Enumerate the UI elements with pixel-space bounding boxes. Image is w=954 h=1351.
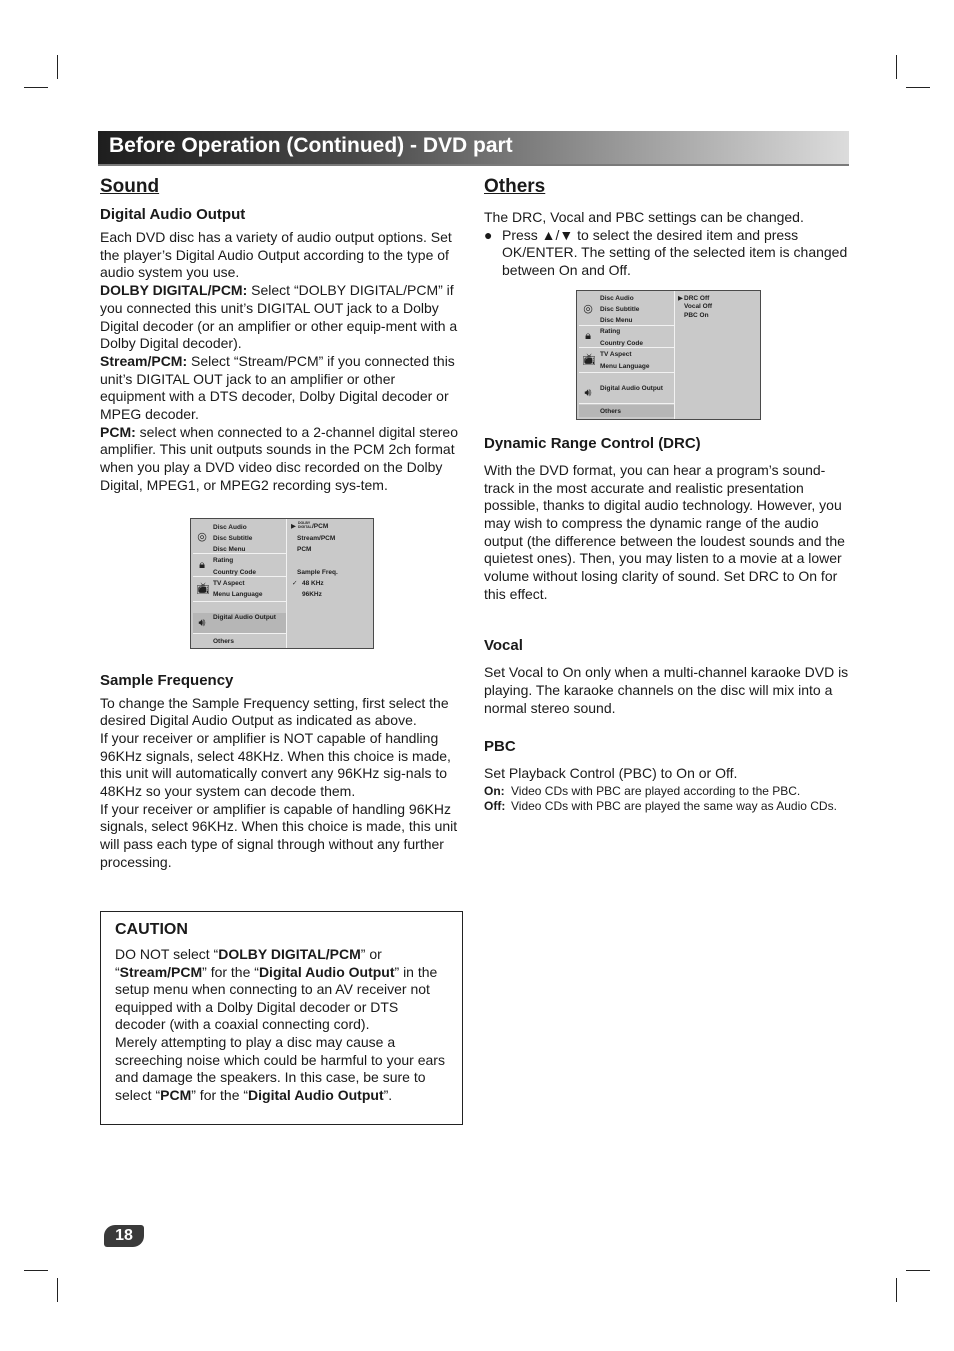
vocal-heading: Vocal: [484, 637, 523, 655]
others-heading: Others: [484, 176, 546, 197]
dolby-logo-line1: DOLBY: [298, 520, 311, 525]
menu-item-rating: Rating: [600, 327, 621, 335]
digital-audio-intro: Each DVD disc has a variety of audio output options. Set the player’s Digital Audio Output according to the type of audio system you use.: [100, 229, 452, 281]
caution-bold: Digital Audio Output: [258, 963, 395, 980]
pbc-on-text: Video CDs with PBC are played according to the PBC.: [511, 784, 801, 799]
disc-icon: ◎: [583, 302, 593, 315]
menu-arrow: ▶: [678, 294, 683, 302]
option-vocal: Vocal Off: [684, 302, 713, 310]
caution-text: ”.: [383, 1086, 393, 1103]
caution-heading: CAUTION: [115, 921, 188, 938]
stream-label: Stream/PCM:: [100, 352, 188, 369]
menu-item-disc-subtitle: Disc Subtitle: [600, 305, 640, 313]
crop-mark: [906, 87, 930, 88]
digital-audio-output-heading: Digital Audio Output: [100, 206, 246, 223]
menu-arrow: ▶: [291, 522, 296, 530]
caution-text: Merely attempting to play a disc may cause a screeching noise which could be harmful to your ears and damage the speakers. In this case, be sure to select “: [115, 1033, 445, 1103]
menu-item-menu-language: Menu Language: [600, 362, 650, 370]
caution-text: ” for the “: [202, 963, 259, 980]
speaker-icon: 🔊︎: [198, 616, 206, 629]
menu-item-digital-audio-output: Digital Audio Output: [213, 613, 276, 621]
pbc-heading: PBC: [484, 737, 516, 755]
menu-item-menu-language: Menu Language: [213, 590, 263, 598]
pbc-off-label: Off:: [484, 799, 506, 814]
menu-item-tv-aspect: TV Aspect: [213, 579, 245, 587]
option-drc: DRC Off: [684, 294, 710, 302]
crop-mark: [896, 55, 897, 79]
crop-mark: [24, 1270, 48, 1271]
menu-item-country-code: Country Code: [600, 339, 643, 347]
caution-bold: DOLBY DIGITAL/PCM: [218, 946, 361, 962]
caution-text: DO NOT select “: [115, 946, 219, 962]
caution-paragraph-1: [115, 946, 448, 1034]
vocal-text: Set Vocal to On only when a multi-channel karaoke DVD is playing. The karaoke channels on the disc will mix into a normal stereo sound.: [484, 664, 849, 716]
caution-bold: Digital Audio Output: [248, 1086, 384, 1103]
dolby-logo-line2: DIGITAL: [298, 524, 312, 529]
menu-item-tv-aspect: TV Aspect: [600, 350, 632, 358]
menu-item-disc-audio: Disc Audio: [213, 523, 247, 531]
menu-item-disc-menu: Disc Menu: [213, 545, 246, 553]
setup-menu-others: [576, 290, 761, 420]
sound-column: [100, 175, 464, 872]
drc-heading: Dynamic Range Control (DRC): [484, 434, 701, 452]
speaker-icon: 🔊︎: [584, 386, 592, 399]
menu-left-panel: [577, 291, 675, 419]
sound-heading: Sound: [100, 176, 160, 197]
caution-text: ” for the “: [191, 1086, 249, 1103]
menu-item-others: Others: [213, 637, 234, 645]
menu-item-disc-audio: Disc Audio: [600, 294, 634, 302]
crop-mark: [896, 1278, 897, 1302]
menu-item-disc-menu: Disc Menu: [600, 316, 633, 324]
menu-group-others-selected: [579, 405, 674, 417]
page-number: 18: [104, 1225, 144, 1247]
sample-frequency-p2: If your receiver or amplifier is NOT capable of handling 96KHz signals, select 48KHz. When this choice is made, this unit will automatically convert any 96KHz sig-nals to 48KHz so your system can decode them.: [100, 729, 451, 800]
crop-mark: [906, 1270, 930, 1271]
menu-item-others: Others: [600, 407, 621, 415]
option-pcm: PCM: [297, 545, 312, 553]
menu-item-digital-audio-output: Digital Audio Output: [600, 384, 663, 392]
pbc-off-definition: [484, 799, 850, 814]
bullet-text: Press ▲/▼ to select the desired item and press OK/ENTER. The setting of the selected item is changed between On and Off.: [502, 226, 848, 279]
tv-icon: 📺︎: [582, 353, 596, 366]
caution-paragraph-2: [115, 1034, 448, 1104]
others-bullet: [484, 227, 850, 280]
pcm-paragraph: [100, 424, 464, 495]
crop-mark: [57, 1278, 58, 1302]
tv-icon: 📺︎: [196, 582, 210, 595]
caution-box: [100, 911, 463, 1125]
caution-text: ” in the setup menu when connecting to an AV receiver not equipped with a Dolby Digital decoder or DTS decoder (with a coaxial connecting cord).: [115, 963, 438, 1033]
crop-mark: [57, 55, 58, 79]
pbc-on-label: On:: [484, 784, 505, 799]
menu-left-panel: [191, 519, 287, 648]
menu-group-others: [193, 635, 286, 647]
pcm-label: PCM:: [100, 423, 136, 440]
dolby-text: Select “DOLBY DIGITAL/PCM” if you connected this unit’s DIGITAL OUT jack to a Dolby Digital decoder (or an amplifier or other equip-ment with a Dolby Digital decoder).: [100, 282, 458, 352]
sample-freq-label: Sample Freq.: [297, 568, 338, 576]
lock-icon: 🔒︎: [199, 558, 205, 571]
caution-text: ” or “: [115, 946, 382, 980]
sample-frequency-heading: Sample Frequency: [100, 671, 234, 689]
header-banner: [98, 131, 849, 166]
option-96khz: 96KHz: [302, 590, 322, 598]
crop-mark: [24, 87, 48, 88]
others-column: [484, 175, 850, 814]
caution-bold: Stream/PCM: [119, 963, 203, 980]
dolby-logo: [298, 521, 312, 529]
menu-item-rating: Rating: [213, 556, 234, 564]
stream-text: Select “Stream/PCM” if you connected this unit’s DIGITAL OUT jack to an amplifier or other equipment with a DTS decoder, Dolby Digital decoder or MPEG decoder.: [100, 352, 455, 423]
sample-frequency-p3: If your receiver or amplifier is capable of handling 96KHz signals, select 96KHz. When this choice is made, this unit will pass each type of signal through without any further processing.: [100, 800, 458, 870]
pbc-on-definition: [484, 784, 850, 799]
setup-menu-audio: [190, 518, 374, 649]
option-stream-pcm: Stream/PCM: [297, 534, 336, 542]
menu-item-disc-subtitle: Disc Subtitle: [213, 534, 253, 542]
drc-text: With the DVD format, you can hear a program’s sound-track in the most accurate and realistic presentation possible, thanks to digital audio technology. However, you may wish to compress the dynamic range of the audio output (the difference between the loudest sounds and the quietest ones). Then, you may listen to a movie at a lower volume without losing clarity of sound. Set DRC to On for this effect.: [484, 461, 845, 602]
lock-icon: 🔒︎: [585, 329, 591, 342]
option-dolby-pcm: /PCM: [312, 522, 329, 530]
dolby-label: DOLBY DIGITAL/PCM:: [100, 282, 248, 299]
stream-paragraph: [100, 353, 464, 424]
menu-item-country-code: Country Code: [213, 568, 256, 576]
pbc-off-text: Video CDs with PBC are played the same way as Audio CDs.: [511, 799, 837, 814]
checkmark-icon: ✓: [292, 579, 298, 587]
bullet-icon: ●: [484, 226, 493, 243]
pbc-text: Set Playback Control (PBC) to On or Off.: [484, 764, 738, 781]
disc-icon: ◎: [197, 530, 207, 543]
others-intro: The DRC, Vocal and PBC settings can be changed.: [484, 209, 804, 225]
caution-bold: PCM: [160, 1086, 192, 1103]
pcm-text: select when connected to a 2-channel digital stereo amplifier. This unit outputs sounds in the PCM 2ch format when you play a DVD video disc recorded on the Dolby Digital, MPEG1, or MPEG2 recording sys-tem.: [100, 423, 458, 493]
page-title: Before Operation (Continued) - DVD part: [109, 134, 513, 157]
option-pbc: PBC On: [684, 311, 709, 319]
sample-frequency-p1: To change the Sample Frequency setting, first select the desired Digital Audio Output as indicated as above.: [100, 694, 449, 729]
option-48khz: 48 KHz: [302, 579, 324, 587]
dolby-paragraph: [100, 282, 464, 353]
